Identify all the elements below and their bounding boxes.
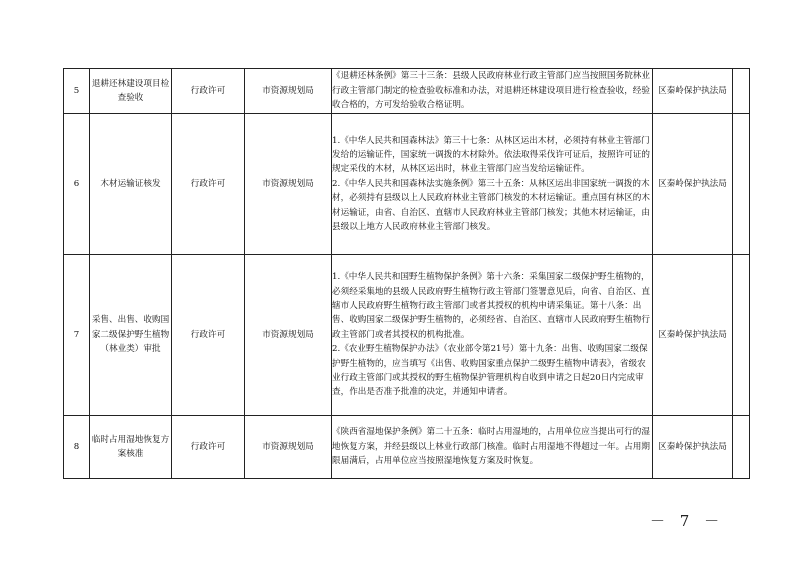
legal-basis-paragraph: 《退耕还林条例》第三十三条：县级人民政府林业行政主管部门应当按照国务院林业行政主管部门制定的检查验收标准和办法，对退耕还林建设项目进行检查验收，经验收合格的，方可发给验收合格证明。	[332, 71, 650, 111]
executing-agency: 区秦岭保护执法局	[653, 255, 733, 416]
remarks-cell	[733, 255, 750, 416]
executing-agency: 区秦岭保护执法局	[653, 416, 733, 479]
row-number: 8	[64, 416, 90, 479]
implementing-department: 市资源规划局	[245, 416, 332, 479]
legal-basis-paragraph: 2.《农业野生植物保护办法》（农业部令第21号）第十九条：出售、收购国家二级保护野生植物的，应当填写《出售、收购国家重点保护二级野生植物申请表》，省级农业行政主管部门或其授权的野生植物保护管理机构自收到申请之日起20日内完成审查，作出是否准予批准的决定，并通知申请者。	[332, 344, 648, 398]
item-name: 采售、出售、收购国家二级保护野生植物（林业类）审批	[90, 255, 172, 416]
implementing-department: 市资源规划局	[245, 255, 332, 416]
implementing-department: 市资源规划局	[245, 114, 332, 255]
table-row	[64, 255, 750, 416]
item-category: 行政许可	[172, 114, 245, 255]
table-row	[64, 69, 750, 114]
row-number: 7	[64, 255, 90, 416]
legal-basis	[332, 255, 653, 416]
table-row	[64, 114, 750, 255]
legal-basis-paragraph: 1.《中华人民共和国野生植物保护条例》第十六条：采集国家二级保护野生植物的，必须经采集地的县级人民政府野生植物行政主管部门签署意见后，向省、自治区、直辖市人民政府野生植物行政主管部门或者其授权的机构申请采集证。第十八条：出售、收购国家二级保护野生植物的，必须经省、自治区、直辖市人民政府野生植物行政主管部门或者其授权的机构批准。	[332, 272, 650, 340]
legal-basis-paragraph: 《陕西省湿地保护条例》第二十五条：临时占用湿地的，占用单位应当提出可行的湿地恢复方案，并经县级以上林业行政部门核准。临时占用湿地不得超过一年。占用期限届满后，占用单位应当按照湿地恢复方案及时恢复。	[332, 427, 650, 467]
row-number: 6	[64, 114, 90, 255]
legal-basis	[332, 114, 653, 255]
legal-basis	[332, 416, 653, 479]
legal-basis-paragraph: 2.《中华人民共和国森林法实施条例》第三十五条：从林区运出非国家统一调拨的木材，必须持有县级以上人民政府林业主管部门核发的木材运输证。重点国有林区的木材运输证，由省、自治区、直辖市人民政府林业主管部门核发；其他木材运输证，由县级以上地方人民政府林业主管部门核发。	[332, 178, 650, 233]
permit-table	[63, 68, 750, 479]
legal-basis-paragraph: 1.《中华人民共和国森林法》第三十七条：从林区运出木材，必须持有林业主管部门发给的运输证件，国家统一调拨的木材除外。依法取得采伐许可证后，按照许可证的规定采伐的木材，从林区运出时，林业主管部门应当发给运输证件。	[332, 135, 650, 175]
implementing-department: 市资源规划局	[245, 69, 332, 114]
remarks-cell	[733, 114, 750, 255]
item-category: 行政许可	[172, 416, 245, 479]
page-number: － 7 －	[650, 512, 725, 530]
table-row	[64, 416, 750, 479]
executing-agency: 区秦岭保护执法局	[653, 114, 733, 255]
item-name: 退耕还林建设项目检查验收	[90, 69, 172, 114]
remarks-cell	[733, 416, 750, 479]
legal-basis	[332, 69, 653, 114]
remarks-cell	[733, 69, 750, 114]
executing-agency: 区秦岭保护执法局	[653, 69, 733, 114]
item-name: 木材运输证核发	[90, 114, 172, 255]
item-name: 临时占用湿地恢复方案核准	[90, 416, 172, 479]
row-number: 5	[64, 69, 90, 114]
table-body	[64, 69, 750, 479]
item-category: 行政许可	[172, 69, 245, 114]
item-category: 行政许可	[172, 255, 245, 416]
